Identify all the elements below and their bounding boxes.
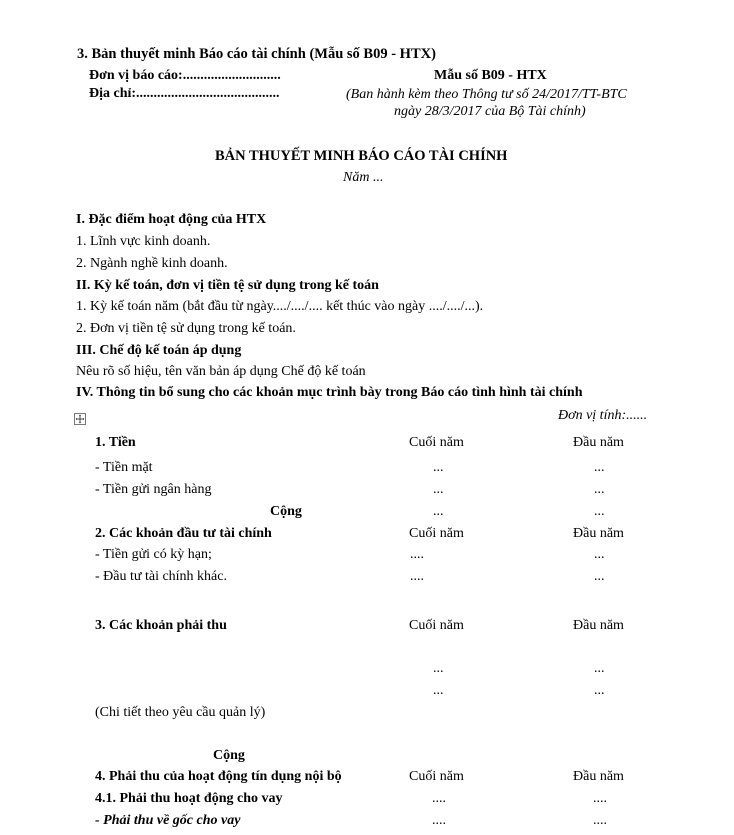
table-1-row-bank-end: ... bbox=[433, 482, 444, 497]
table-1-total-begin: ... bbox=[594, 504, 605, 519]
section-1-item-2: 2. Ngành nghề kinh doanh. bbox=[76, 256, 228, 271]
section-title: 3. Bản thuyết minh Báo cáo tài chính (Mẫu số B09 - HTX) bbox=[77, 46, 436, 62]
section-2-item-2: 2. Đơn vị tiền tệ sử dụng trong kế toán. bbox=[76, 321, 296, 336]
table-2-row-term-deposit-end: .... bbox=[410, 547, 424, 562]
document-year: Năm ... bbox=[343, 170, 384, 185]
issued-note-line1: (Ban hành kèm theo Thông tư số 24/2017/TT-BTC bbox=[346, 87, 627, 102]
table-4-1-row-principal: - Phải thu về gốc cho vay bbox=[95, 813, 241, 828]
table-4-1-row-principal-begin: .... bbox=[593, 813, 607, 828]
table-1-row-cash-begin: ... bbox=[594, 460, 605, 475]
section-2-item-1: 1. Kỳ kế toán năm (bắt đầu từ ngày..../..../.... kết thúc vào ngày ..../..../...). bbox=[76, 299, 484, 314]
table-3-row-1-end: ... bbox=[433, 661, 444, 676]
table-4-col-end: Cuối năm bbox=[409, 769, 464, 784]
column-header-beginning-of-year: Đầu năm bbox=[573, 435, 624, 450]
table-3-row-2-begin: ... bbox=[594, 683, 605, 698]
issued-note-line2: ngày 28/3/2017 của Bộ Tài chính) bbox=[394, 104, 586, 119]
section-1-heading: I. Đặc điểm hoạt động của HTX bbox=[76, 212, 267, 227]
unit-note: Đơn vị tính:...... bbox=[558, 408, 648, 423]
table-1-row-cash: - Tiền mặt bbox=[95, 460, 153, 475]
table-2-row-term-deposit-begin: ... bbox=[594, 547, 605, 562]
table-1-row-bank: - Tiền gửi ngân hàng bbox=[95, 482, 212, 497]
table-2-heading: 2. Các khoản đầu tư tài chính bbox=[95, 526, 272, 541]
table-3-col-begin: Đầu năm bbox=[573, 618, 624, 633]
column-header-end-of-year: Cuối năm bbox=[409, 435, 464, 450]
table-2-row-other-investment: - Đầu tư tài chính khác. bbox=[95, 569, 227, 584]
table-2-col-begin: Đầu năm bbox=[573, 526, 624, 541]
table-4-1-row-principal-end: .... bbox=[432, 813, 446, 828]
table-2-row-term-deposit: - Tiền gửi có kỳ hạn; bbox=[95, 547, 212, 562]
table-4-1-heading: 4.1. Phải thu hoạt động cho vay bbox=[95, 791, 283, 806]
section-3-heading: III. Chế độ kế toán áp dụng bbox=[76, 343, 242, 358]
table-4-heading: 4. Phải thu của hoạt động tín dụng nội bộ bbox=[95, 769, 342, 784]
address-label: Địa chỉ:......................................... bbox=[89, 86, 280, 101]
table-2-row-other-investment-end: .... bbox=[410, 569, 424, 584]
table-4-1-begin: .... bbox=[593, 791, 607, 806]
form-number: Mẫu số B09 - HTX bbox=[434, 68, 547, 83]
section-3-text: Nêu rõ số hiệu, tên văn bản áp dụng Chế độ kế toán bbox=[76, 364, 366, 379]
table-2-col-end: Cuối năm bbox=[409, 526, 464, 541]
section-2-heading: II. Kỳ kế toán, đơn vị tiền tệ sử dụng trong kế toán bbox=[76, 278, 379, 293]
reporting-unit-label: Đơn vị báo cáo:............................ bbox=[89, 68, 281, 83]
table-1-total-end: ... bbox=[433, 504, 444, 519]
move-handle-icon[interactable] bbox=[74, 413, 86, 425]
section-4-heading: IV. Thông tin bổ sung cho các khoản mục trình bày trong Báo cáo tình hình tài chính bbox=[76, 385, 583, 400]
table-2-row-other-investment-begin: ... bbox=[594, 569, 605, 584]
table-1-heading: 1. Tiền bbox=[95, 435, 136, 450]
table-1-row-cash-end: ... bbox=[433, 460, 444, 475]
section-1-item-1: 1. Lĩnh vực kinh doanh. bbox=[76, 234, 211, 249]
table-3-row-2-end: ... bbox=[433, 683, 444, 698]
table-4-1-end: .... bbox=[432, 791, 446, 806]
table-3-row-1-begin: ... bbox=[594, 661, 605, 676]
table-3-total: Cộng bbox=[213, 748, 245, 763]
table-4-col-begin: Đầu năm bbox=[573, 769, 624, 784]
table-3-col-end: Cuối năm bbox=[409, 618, 464, 633]
document-title: BẢN THUYẾT MINH BÁO CÁO TÀI CHÍNH bbox=[215, 148, 508, 164]
table-1-total: Cộng bbox=[270, 504, 302, 519]
table-3-heading: 3. Các khoản phải thu bbox=[95, 618, 227, 633]
table-3-note: (Chi tiết theo yêu cầu quản lý) bbox=[95, 705, 266, 720]
table-1-row-bank-begin: ... bbox=[594, 482, 605, 497]
